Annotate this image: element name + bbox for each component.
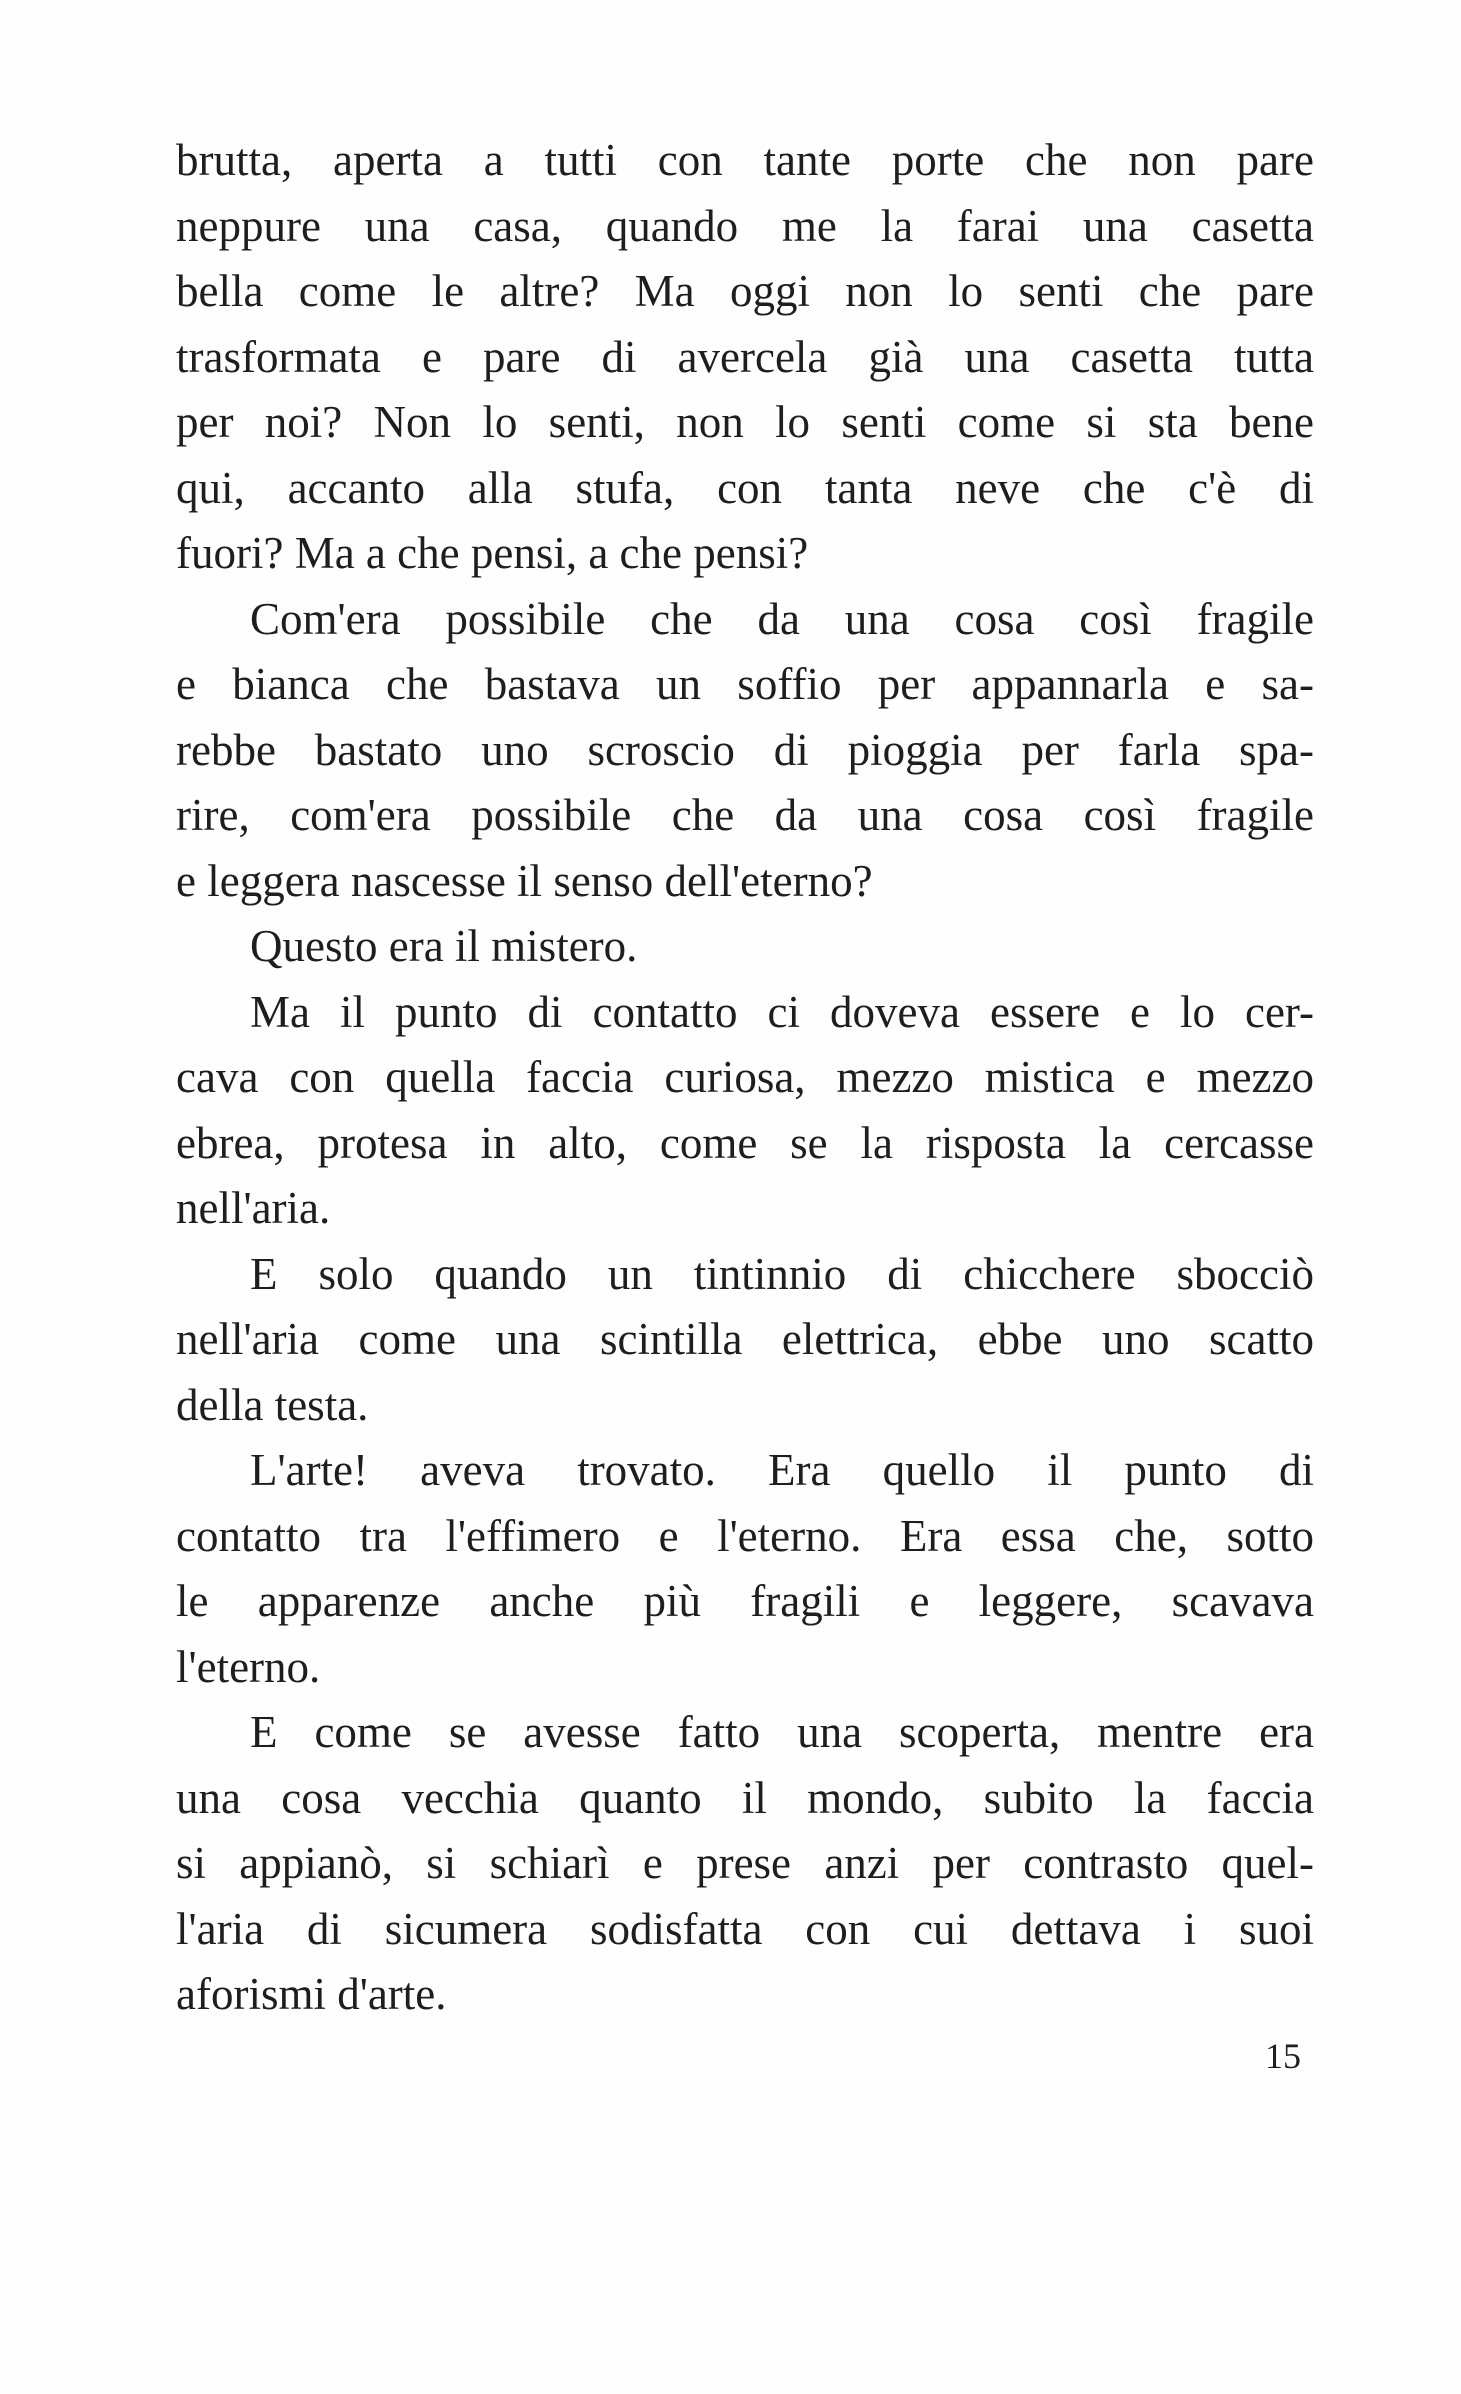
text-line: le apparenze anche più fragili e leggere, scavava: [176, 1576, 1314, 1626]
text-line: e leggera nascesse il senso dell'eterno?: [176, 855, 873, 906]
text-line: per noi? Non lo senti, non lo senti come si sta bene: [176, 397, 1314, 447]
text-line: E solo quando un tintinnio di chicchere sbocciò: [250, 1248, 1314, 1299]
text-line: si appianò, si schiarì e prese anzi per contrasto quel-: [176, 1838, 1314, 1888]
text-line: nell'aria come una scintilla elettrica, ebbe uno scatto: [176, 1314, 1314, 1364]
page-number: 15: [1265, 2036, 1301, 2076]
text-line: e bianca che bastava un soffio per appannarla e sa-: [176, 659, 1314, 709]
text-line: trasformata e pare di avercela già una casetta tutta: [176, 331, 1314, 382]
text-line: contatto tra l'effimero e l'eterno. Era essa che, sotto: [176, 1510, 1314, 1561]
body-text: [176, 128, 1314, 2028]
text-line: Questo era il mistero.: [250, 921, 638, 971]
text-line: l'eterno.: [176, 1641, 321, 1692]
text-line: E come se avesse fatto una scoperta, mentre era: [250, 1707, 1314, 1757]
text-line: l'aria di sicumera sodisfatta con cui dettava i suoi: [176, 1903, 1314, 1954]
text-line: qui, accanto alla stufa, con tanta neve che c'è di: [176, 462, 1314, 513]
text-line: nell'aria.: [176, 1183, 331, 1233]
text-line: brutta, aperta a tutti con tante porte che non pare: [176, 135, 1314, 185]
text-line: Ma il punto di contatto ci doveva essere e lo cer-: [250, 986, 1314, 1037]
text-line: neppure una casa, quando me la farai una casetta: [176, 200, 1314, 251]
text-line: ebrea, protesa in alto, come se la risposta la cercasse: [176, 1117, 1314, 1168]
text-line: rebbe bastato uno scroscio di pioggia per farla spa-: [176, 724, 1314, 775]
text-line: della testa.: [176, 1379, 369, 1430]
text-line: una cosa vecchia quanto il mondo, subito la faccia: [176, 1772, 1314, 1823]
text-line: rire, com'era possibile che da una cosa così fragile: [176, 790, 1314, 840]
text-line: Com'era possibile che da una cosa così fragile: [250, 593, 1314, 644]
text-line: bella come le altre? Ma oggi non lo senti che pare: [176, 266, 1314, 316]
text-line: cava con quella faccia curiosa, mezzo mistica e mezzo: [176, 1052, 1314, 1102]
text-line: L'arte! aveva trovato. Era quello il punto di: [250, 1445, 1314, 1495]
text-line: aforismi d'arte.: [176, 1969, 447, 2019]
text-line: fuori? Ma a che pensi, a che pensi?: [176, 528, 809, 578]
